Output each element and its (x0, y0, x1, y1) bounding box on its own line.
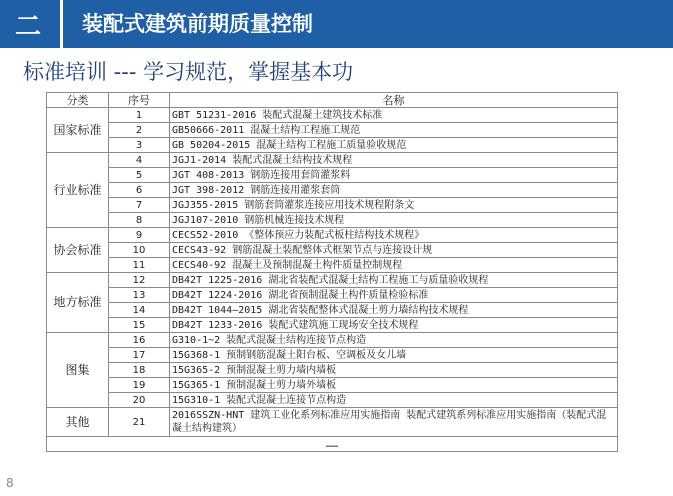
table-row (47, 153, 618, 168)
number-cell: 6 (109, 183, 170, 198)
number-cell: 12 (109, 273, 170, 288)
name-cell: 15G365-1 预制混凝土剪力墙外墙板 (170, 378, 618, 393)
name-cell: G310-1~2 装配式混凝土结构连接节点构造 (170, 333, 618, 348)
table-row (47, 123, 618, 138)
standards-table (46, 92, 618, 452)
table-row (47, 363, 618, 378)
number-cell: 15 (109, 318, 170, 333)
name-cell: JGT 408-2013 钢筋连接用套筒灌浆料 (170, 168, 618, 183)
name-cell: DB42T 1044—2015 湖北省装配整体式混凝土剪力墙结构技术规程 (170, 303, 618, 318)
name-cell: 2016SSZN-HNT 建筑工业化系列标准应用实施指南 装配式建筑系列标准应用实施指南（装配式混凝土结构建筑） (170, 408, 618, 437)
table-row (47, 318, 618, 333)
table-row (47, 168, 618, 183)
category-cell: 行业标准 (47, 153, 109, 228)
category-cell: 协会标准 (47, 228, 109, 273)
number-cell: 19 (109, 378, 170, 393)
name-cell: GB50666-2011 混凝土结构工程施工规范 (170, 123, 618, 138)
ellipsis-cell: …… (47, 437, 618, 452)
table-row (47, 183, 618, 198)
header-bar (0, 0, 673, 48)
number-cell: 20 (109, 393, 170, 408)
name-cell: DB42T 1233-2016 装配式建筑施工现场安全技术规程 (170, 318, 618, 333)
name-cell: CECS40-92 混凝土及预制混凝土构件质量控制规程 (170, 258, 618, 273)
name-cell: GBT 51231-2016 装配式混凝土建筑技术标准 (170, 108, 618, 123)
number-cell: 21 (109, 408, 170, 437)
table-row (47, 408, 618, 437)
standards-table-container (46, 92, 617, 452)
number-cell: 1 (109, 108, 170, 123)
category-cell: 国家标准 (47, 108, 109, 153)
number-cell: 3 (109, 138, 170, 153)
page-title: 装配式建筑前期质量控制 (82, 12, 313, 36)
number-cell: 17 (109, 348, 170, 363)
name-cell: 15G368-1 预制钢筋混凝土阳台板、空调板及女儿墙 (170, 348, 618, 363)
table-row (47, 333, 618, 348)
table-row (47, 108, 618, 123)
name-cell: GB 50204-2015 混凝土结构工程施工质量验收规范 (170, 138, 618, 153)
header-divider (60, 0, 63, 48)
name-cell: JGJ1-2014 装配式混凝土结构技术规程 (170, 153, 618, 168)
name-cell: CECS43-92 钢筋混凝土装配整体式框架节点与连接设计规 (170, 243, 618, 258)
table-row (47, 378, 618, 393)
category-cell: 其他 (47, 408, 109, 437)
table-row (47, 303, 618, 318)
number-cell: 14 (109, 303, 170, 318)
number-cell: 10 (109, 243, 170, 258)
table-row-ellipsis (47, 437, 618, 452)
name-cell: CECS52-2010 《整体预应力装配式板柱结构技术规程》 (170, 228, 618, 243)
name-cell: JGJ355-2015 钢筋套筒灌浆连接应用技术规程附条文 (170, 198, 618, 213)
name-cell: JGJ107-2010 钢筋机械连接技术规程 (170, 213, 618, 228)
number-cell: 7 (109, 198, 170, 213)
category-cell: 地方标准 (47, 273, 109, 333)
table-row (47, 213, 618, 228)
table-row (47, 273, 618, 288)
number-cell: 4 (109, 153, 170, 168)
table-header-row (47, 93, 618, 108)
header-name: 名称 (170, 93, 618, 108)
table-row (47, 228, 618, 243)
name-cell: DB42T 1224-2016 湖北省预制混凝土构件质量检验标准 (170, 288, 618, 303)
table-row (47, 348, 618, 363)
name-cell: 15G310-1 装配式混凝土连接节点构造 (170, 393, 618, 408)
subtitle: 标准培训 --- 学习规范，掌握基本功 (23, 60, 354, 84)
number-cell: 9 (109, 228, 170, 243)
table-row (47, 258, 618, 273)
number-cell: 2 (109, 123, 170, 138)
section-number: 二 (14, 11, 41, 42)
number-cell: 8 (109, 213, 170, 228)
header-number: 序号 (109, 93, 170, 108)
category-cell: 图集 (47, 333, 109, 408)
number-cell: 5 (109, 168, 170, 183)
name-cell: DB42T 1225-2016 湖北省装配式混凝土结构工程施工与质量验收规程 (170, 273, 618, 288)
number-cell: 11 (109, 258, 170, 273)
table-row (47, 243, 618, 258)
number-cell: 18 (109, 363, 170, 378)
table-body (47, 108, 618, 452)
table-row (47, 393, 618, 408)
number-cell: 13 (109, 288, 170, 303)
header-category: 分类 (47, 93, 109, 108)
page-number: 8 (6, 476, 14, 490)
table-row (47, 138, 618, 153)
name-cell: JGT 398-2012 钢筋连接用灌浆套筒 (170, 183, 618, 198)
table-row (47, 288, 618, 303)
number-cell: 16 (109, 333, 170, 348)
name-cell: 15G365-2 预制混凝土剪力墙内墙板 (170, 363, 618, 378)
table-row (47, 198, 618, 213)
